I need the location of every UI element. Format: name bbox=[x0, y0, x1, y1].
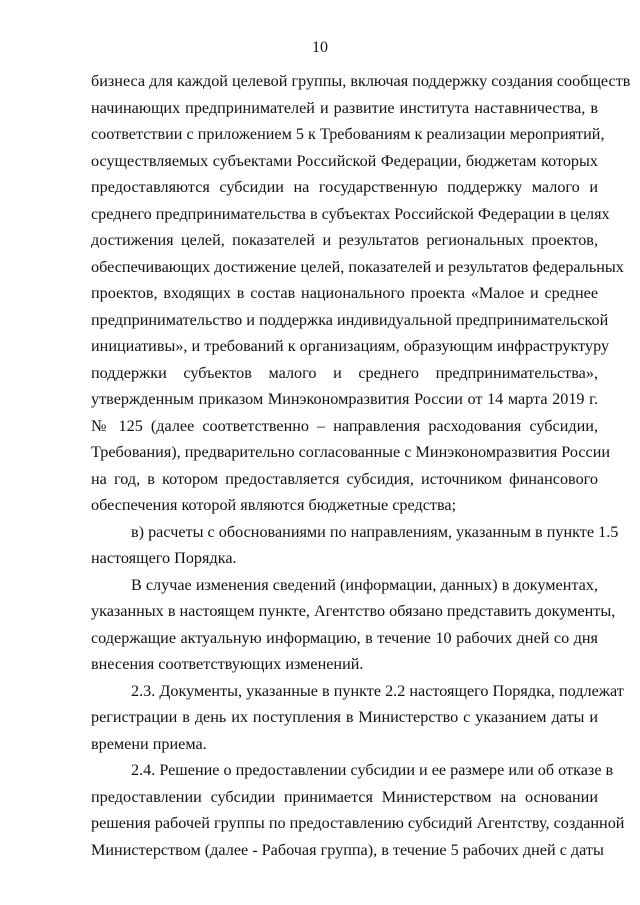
text-line: указанных в настоящем пункте, Агентство обязано представить документы, bbox=[91, 602, 616, 620]
text-line: № 125 (далее соответственно – направления расходования субсидии, bbox=[91, 416, 598, 435]
text-line: соответствии с приложением 5 к Требованиям к реализации мероприятий, bbox=[91, 125, 605, 143]
text-line: достижения целей, показателей и результатов региональных проектов, bbox=[91, 231, 598, 249]
text-line: бизнеса для каждой целевой группы, включая поддержку создания сообществ bbox=[91, 72, 631, 90]
text-line: обеспечивающих достижение целей, показателей и результатов федеральных bbox=[91, 257, 624, 276]
text-line: осуществляемых субъектами Российской Федерации, бюджетам которых bbox=[91, 151, 598, 170]
text-line: предоставляются субсидии на государственную поддержку малого и bbox=[91, 178, 598, 196]
text-line: обеспечения которой являются бюджетные средства; bbox=[91, 496, 457, 514]
text-line: утвержденным приказом Минэкономразвития России от 14 марта 2019 г. bbox=[91, 390, 598, 408]
text-line: на год, в котором предоставляется субсидия, источником финансового bbox=[91, 469, 598, 488]
text-line: 2.4. Решение о предоставлении субсидии и ее размере или об отказе в bbox=[131, 761, 614, 779]
text-line: среднего предпринимательства в субъектах Российской Федерации в целях bbox=[91, 204, 610, 223]
text-line: предпринимательство и поддержка индивидуальной предпринимательской bbox=[91, 310, 609, 329]
text-line: В случае изменения сведений (информации, данных) в документах, bbox=[131, 575, 598, 594]
text-line: в) расчеты с обоснованиями по направлениям, указанным в пункте 1.5 bbox=[131, 522, 619, 541]
text-line: содержащие актуальную информацию, в течение 10 рабочих дней со дня bbox=[91, 628, 598, 647]
text-line: Министерством (далее - Рабочая группа), в течение 5 рабочих дней с даты bbox=[91, 840, 604, 859]
page-number: 10 bbox=[312, 39, 328, 56]
text-line: начинающих предпринимателей и развитие института наставничества, в bbox=[91, 98, 598, 117]
text-line: 2.3. Документы, указанные в пункте 2.2 настоящего Порядка, подлежат bbox=[131, 681, 624, 700]
text-line: Требования), предварительно согласованные с Минэкономразвития России bbox=[91, 443, 611, 461]
text-line: внесения соответствующих изменений. bbox=[91, 655, 364, 673]
text-line: поддержки субъектов малого и среднего предпринимательства», bbox=[91, 363, 598, 382]
text-line: времени приема. bbox=[91, 734, 207, 753]
text-line: предоставлении субсидии принимается Министерством на основании bbox=[91, 787, 598, 806]
text-line: настоящего Порядка. bbox=[91, 549, 237, 567]
text-line: регистрации в день их поступления в Министерство с указанием даты и bbox=[91, 708, 598, 726]
text-line: инициативы», и требований к организациям, образующим инфраструктуру bbox=[91, 337, 610, 355]
text-line: решения рабочей группы по предоставлению субсидий Агентству, созданной bbox=[91, 814, 625, 832]
document-body bbox=[91, 68, 631, 863]
text-line: проектов, входящих в состав национального проекта «Малое и среднее bbox=[91, 284, 598, 302]
